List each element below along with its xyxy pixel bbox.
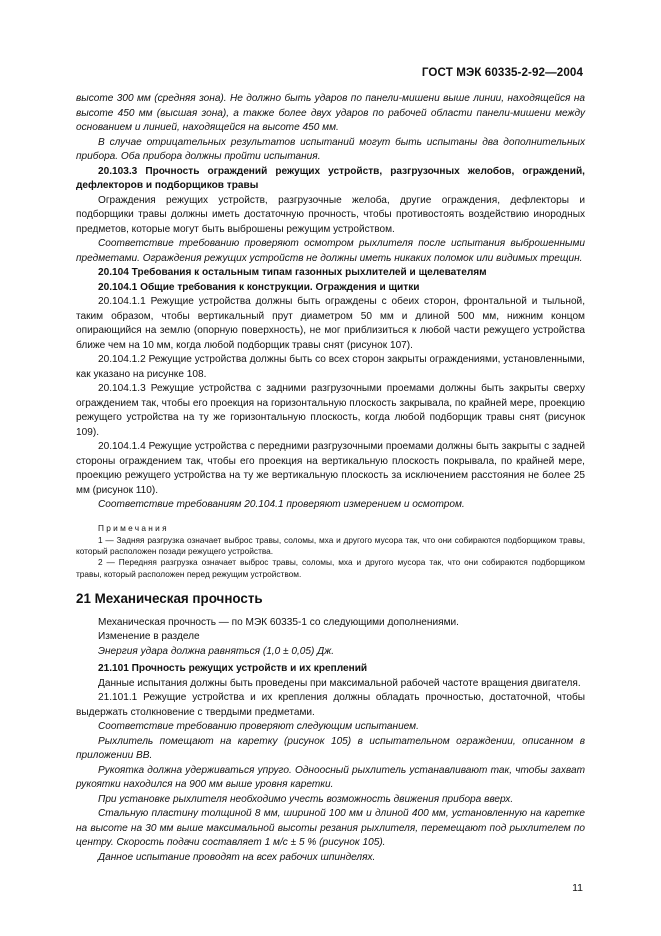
paragraph: Механическая прочность — по МЭК 60335-1 со следующими дополнениями.	[98, 616, 459, 628]
section-heading: 21.101 Прочность режущих устройств и их креплений	[98, 663, 368, 675]
paragraph: Изменение в разделе	[98, 631, 200, 643]
note: 2 — Передняя разгрузка означает выброс травы, соломы, мха и другого мусора так, что они собираются подборщиком травы, который расположен перед режущим устройством.	[76, 557, 585, 579]
section-heading: 20.104 Требования к остальным типам газонных рыхлителей и щелевателям	[98, 267, 487, 278]
paragraph: Соответствие требованиям 20.104.1 проверяют измерением и осмотром.	[98, 499, 465, 510]
note: 1 — Задняя разгрузка означает выброс травы, соломы, мха и другого мусора так, что они собираются подборщиком травы, который расположен позади режущего устройства.	[76, 534, 585, 556]
paragraph: высоте 300 мм (средняя зона). Не должно быть ударов по панели-мишени выше линии, находящейся на высоте 450 мм (высшая зона), а также более двух ударов по рабочей области панели-мишени между основанием и линией, находящейся на высоте 450 мм.	[76, 93, 585, 133]
paragraph: Энергия удара должна равняться (1,0 ± 0,05) Дж.	[98, 645, 335, 657]
paragraph: Соответствие требованию проверяют осмотром рыхлителя после испытания выброшенными предметами. Ограждения режущих устройств не должны иметь никаких поломок или видимых трещин.	[76, 238, 585, 264]
paragraph: 21.101.1 Режущие устройства и их крепления должны обладать прочностью, достаточной, чтобы выдержать столкновение с твердыми предметами.	[76, 692, 585, 718]
paragraph: Данные испытания должны быть проведены при максимальной рабочей частоте вращения двигателя.	[98, 677, 581, 689]
paragraph: 20.104.1.2 Режущие устройства должны быть со всех сторон закрыты ограждениями, установленными, как указано на рисунке 108.	[76, 354, 585, 380]
paragraph: 20.104.1.4 Режущие устройства с передними разгрузочными проемами должны быть закрыты с задней стороны ограждением так, чтобы его проекция на вертикальную плоскость покрывала, по крайней мере, проекцию режущего устройства на ту же вертикальную плоскость за исключением расстояния не более 25 мм (рисунок 110).	[76, 441, 585, 496]
paragraph: 20.104.1.3 Режущие устройства с задними разгрузочными проемами должны быть закрыты сверху ограждением так, чтобы его проекция на горизонтальную плоскость закрывала, по крайней мере, проекцию режущего устройства на ту же горизонтальную плоскость, когда любой подборщик травы снят (рисунок 109).	[76, 383, 585, 438]
paragraph: Рыхлитель помещают на каретку (рисунок 105) в испытательном ограждении, описанном в приложении ВВ.	[76, 735, 585, 762]
paragraph: В случае отрицательных результатов испытаний могут быть испытаны два дополнительных прибора. Оба прибора должны пройти испытания.	[76, 136, 585, 162]
page-number: 11	[572, 882, 583, 894]
paragraph: Ограждения режущих устройств, разгрузочные желоба, другие ограждения, дефлекторы и подборщики травы должны иметь достаточную прочность, чтобы противостоять воздействию инородных предметов, которые могут быть выброшены режущим устройством.	[76, 194, 585, 235]
paragraph: Рукоятка должна удерживаться упруго. Одноосный рыхлитель устанавливают так, чтобы захват рукоятки находился на 900 мм выше уровня каретки.	[76, 764, 585, 791]
section-heading: 20.104.1 Общие требования к конструкции. Ограждения и щитки	[98, 281, 420, 293]
document-body	[76, 92, 585, 865]
paragraph: 20.104.1.1 Режущие устройства должны быть ограждены с обеих сторон, фронтальной и тыльной, таким образом, чтобы вертикальный прут диаметром 50 мм и длиной 500 мм, нижним концом опирающийся на землю (опорную поверхность), не мог приблизиться к любой части режущего устройства ближе чем на 10 мм, когда любой подборщик травы снят (рисунок 107).	[76, 296, 585, 351]
paragraph: Данное испытание проводят на всех рабочих шпинделях.	[98, 851, 376, 863]
document-code-header: ГОСТ МЭК 60335-2-92—2004	[421, 66, 583, 79]
paragraph: Соответствие требованию проверяют следующим испытанием.	[98, 721, 419, 733]
chapter-heading: 21 Механическая прочность	[76, 591, 263, 607]
section-heading: 20.103.3 Прочность ограждений режущих устройств, разгрузочных желобов, ограждений, дефлекторов и подборщиков травы	[76, 165, 585, 191]
paragraph: Стальную пластину толщиной 8 мм, шириной 100 мм и длиной 400 мм, установленную на каретке на высоте на 30 мм выше максимальной высоты резания рыхлителя, перемещают под рыхлителем по центру. Скорость подачи составляет 1 м/с ± 5 % (рисунок 105).	[76, 808, 585, 849]
notes-title: Примечания	[98, 522, 169, 533]
paragraph: При установке рыхлителя необходимо учесть возможность движения прибора вверх.	[98, 793, 514, 805]
